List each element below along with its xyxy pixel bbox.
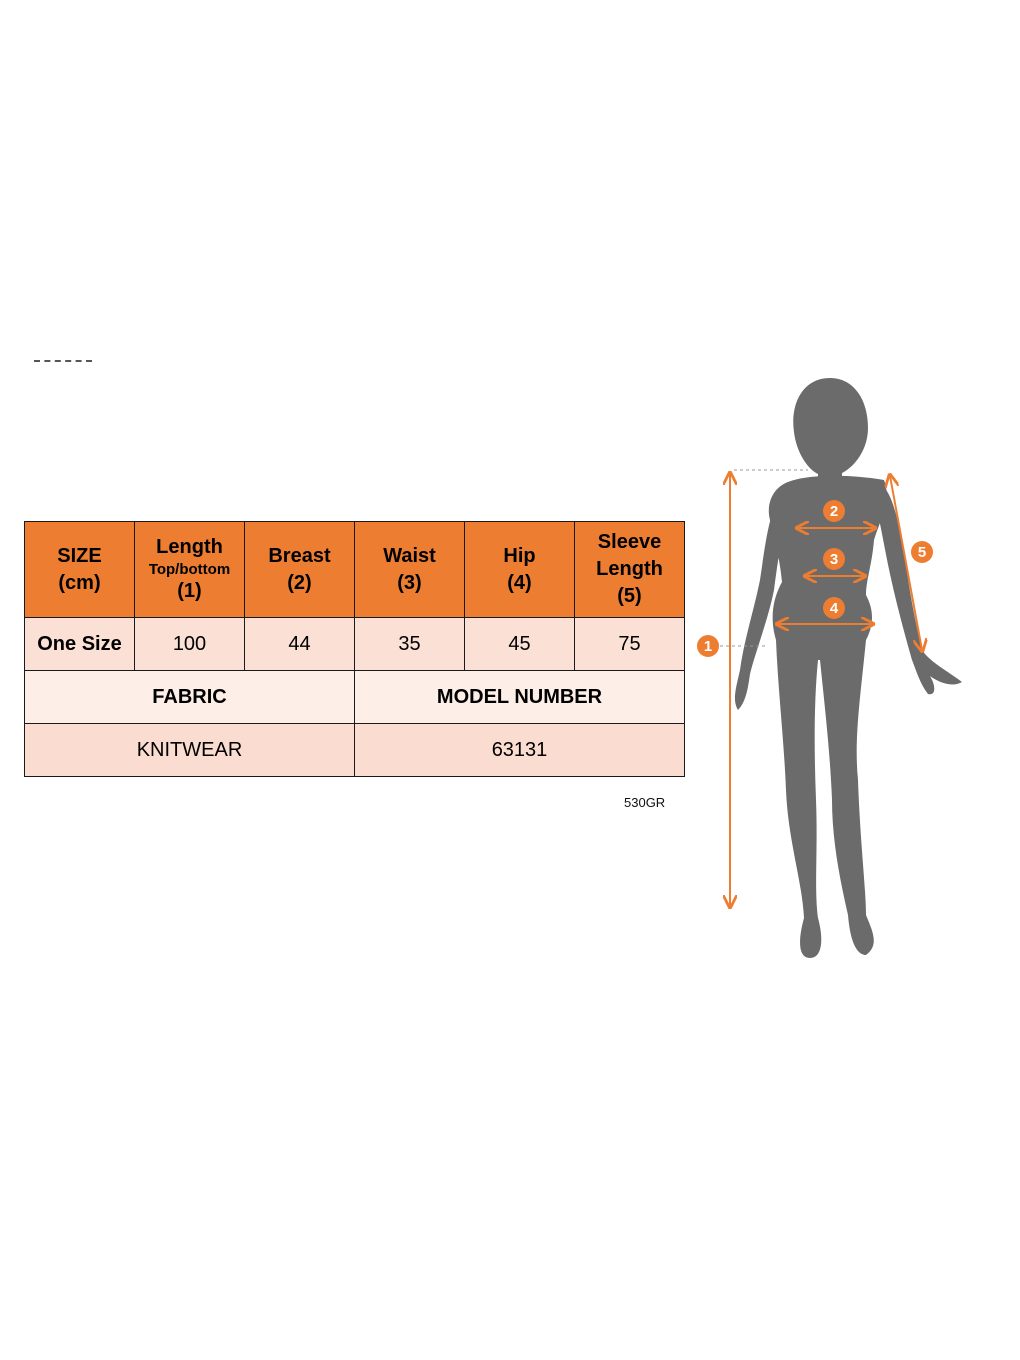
marker-5-label: 5 bbox=[917, 544, 927, 561]
header-size-label: SIZE bbox=[57, 544, 102, 567]
model-number-value: 63131 bbox=[355, 724, 685, 777]
hip-value: 45 bbox=[465, 618, 575, 671]
fabric-label: FABRIC bbox=[25, 671, 355, 724]
marker-2-label: 2 bbox=[829, 503, 839, 520]
header-row bbox=[25, 522, 685, 618]
sleeve-length-value: 75 bbox=[575, 618, 685, 671]
breast-value: 44 bbox=[245, 618, 355, 671]
header-length bbox=[135, 522, 245, 618]
header-size-unit: (cm) bbox=[58, 571, 101, 594]
header-sleeve-length bbox=[575, 522, 685, 618]
marker-1-label: 1 bbox=[703, 638, 713, 655]
size-cell: One Size bbox=[25, 618, 135, 671]
header-sleeve-sub: Length bbox=[596, 558, 663, 580]
length-value: 100 bbox=[135, 618, 245, 671]
header-breast-label: Breast bbox=[268, 544, 331, 567]
waist-value: 35 bbox=[355, 618, 465, 671]
model-number-label: MODEL NUMBER bbox=[355, 671, 685, 724]
header-hip-label: Hip bbox=[503, 544, 536, 567]
marker-4-label: 4 bbox=[829, 600, 839, 617]
header-waist-num: (3) bbox=[397, 571, 422, 594]
header-sleeve-num: (5) bbox=[617, 585, 642, 607]
size-row bbox=[25, 618, 685, 671]
fabric-value: KNITWEAR bbox=[25, 724, 355, 777]
marker-3-label: 3 bbox=[829, 551, 839, 568]
header-hip bbox=[465, 522, 575, 618]
marker-5-badge bbox=[911, 541, 933, 563]
body-measurement-figure bbox=[690, 370, 980, 970]
stray-dashed-mark bbox=[34, 360, 92, 366]
size-chart-table bbox=[24, 521, 685, 777]
header-breast-num: (2) bbox=[287, 571, 312, 594]
woman-silhouette bbox=[735, 378, 962, 958]
header-hip-num: (4) bbox=[507, 571, 532, 594]
header-length-label: Length bbox=[156, 536, 223, 558]
product-code: 530GR bbox=[624, 795, 666, 810]
header-breast bbox=[245, 522, 355, 618]
marker-2-badge bbox=[823, 500, 845, 522]
fabric-label-row bbox=[25, 671, 685, 724]
header-sleeve-label: Sleeve bbox=[597, 531, 662, 553]
header-length-sub: Top/bottom bbox=[148, 561, 231, 578]
marker-3-badge bbox=[823, 548, 845, 570]
header-waist-label: Waist bbox=[383, 544, 436, 567]
header-length-num: (1) bbox=[177, 580, 202, 602]
fabric-value-row bbox=[25, 724, 685, 777]
marker-1-badge bbox=[697, 635, 719, 657]
marker-4-badge bbox=[823, 597, 845, 619]
header-size bbox=[25, 522, 135, 618]
header-waist bbox=[355, 522, 465, 618]
